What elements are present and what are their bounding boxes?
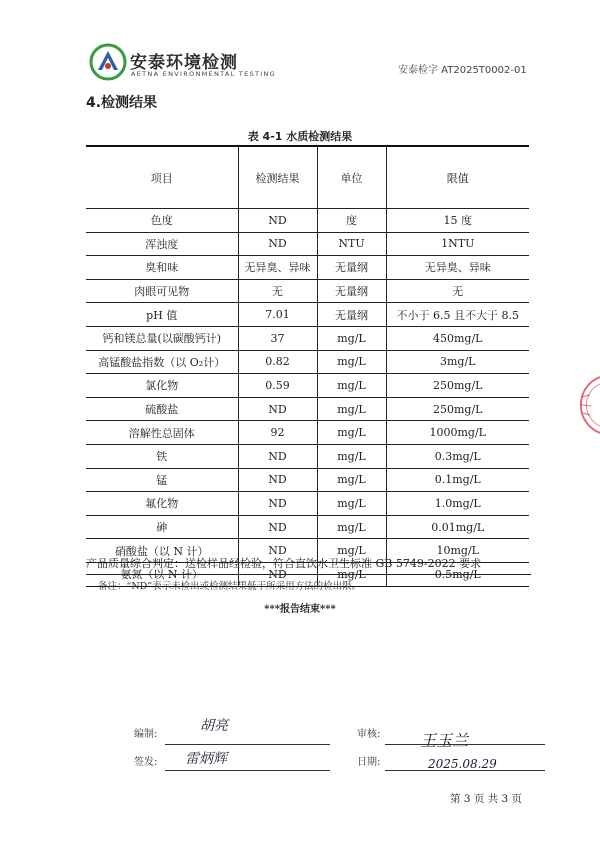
cell-unit: mg/L [317,468,386,492]
cell-item: 锰 [86,468,238,492]
cell-unit: mg/L [317,539,386,563]
conclusion-text: 产品质量综合判定：送检样品经检验，符合直饮水卫生标准 GB 5749-2022 要求 [86,555,531,575]
table-row [86,279,529,303]
cell-item: 氟化物 [86,492,238,516]
date-line [385,770,545,771]
cell-item: 砷 [86,515,238,539]
cell-unit: mg/L [317,444,386,468]
table-caption: 表 4-1 水质检测结果 [247,130,353,143]
official-seal-stamp [560,375,600,435]
date-label: 日期: [357,757,381,768]
cell-item: 氯化物 [86,374,238,398]
cell-result: 7.01 [238,303,317,327]
cell-item: 硝酸盐（以 N 计） [86,539,238,563]
cell-result: ND [238,232,317,256]
cell-limit: 250mg/L [386,397,529,421]
date-signature: 2025.08.29 [428,757,497,771]
cell-unit: mg/L [317,492,386,516]
cell-result: ND [238,397,317,421]
table-row [86,303,529,327]
issued-by-label: 签发: [134,757,158,768]
cell-unit: mg/L [317,397,386,421]
header-limit: 限值 [386,146,529,209]
cell-result: 92 [238,421,317,445]
table-row [86,397,529,421]
table-row [86,421,529,445]
footnote: 备注：“ND”表示未检出或检测结果低于所采用方法的检出限。 [98,581,362,592]
cell-unit: 度 [317,209,386,233]
page-number: 第 3 页 共 3 页 [450,793,523,805]
company-logo [88,42,288,88]
header-result: 检测结果 [238,146,317,209]
cell-item: 臭和味 [86,256,238,280]
table-row [86,256,529,280]
cell-limit: 0.3mg/L [386,444,529,468]
table-row [86,444,529,468]
cell-unit: mg/L [317,350,386,374]
cell-limit: 0.01mg/L [386,515,529,539]
cell-item: pH 值 [86,303,238,327]
cell-result: ND [238,562,317,586]
cell-limit: 1NTU [386,232,529,256]
cell-limit: 1.0mg/L [386,492,529,516]
cell-unit: mg/L [317,374,386,398]
table-header-row [86,146,529,209]
company-name-cn: 安泰环境检测 [130,53,238,73]
cell-result: 37 [238,326,317,350]
cell-item: 钙和镁总量(以碳酸钙计) [86,326,238,350]
cell-item: 硫酸盐 [86,397,238,421]
cell-unit: mg/L [317,326,386,350]
cell-unit: NTU [317,232,386,256]
cell-item: 浑浊度 [86,232,238,256]
cell-item: 氨氮（以 N 计） [86,562,238,586]
cell-result: 无 [238,279,317,303]
table-row [86,374,529,398]
cell-limit: 不小于 6.5 且不大于 8.5 [386,303,529,327]
table-row [86,492,529,516]
cell-limit: 1000mg/L [386,421,529,445]
table-row [86,326,529,350]
cell-item: 溶解性总固体 [86,421,238,445]
cell-item: 肉眼可见物 [86,279,238,303]
cell-limit: 0.1mg/L [386,468,529,492]
logo-emblem-icon [88,42,128,82]
results-table [86,145,529,587]
cell-limit: 15 度 [386,209,529,233]
reviewed-by-label: 审核: [357,729,381,740]
header-unit: 单位 [317,146,386,209]
cell-result: ND [238,209,317,233]
cell-limit: 无 [386,279,529,303]
cell-unit: 无量纲 [317,279,386,303]
cell-result: ND [238,492,317,516]
cell-unit: mg/L [317,421,386,445]
prepared-by-signature: 胡亮 [200,718,228,734]
cell-result: 0.59 [238,374,317,398]
cell-limit: 3mg/L [386,350,529,374]
cell-unit: mg/L [317,562,386,586]
issued-by-signature: 雷炳辉 [185,751,227,767]
table-row [86,209,529,233]
cell-result: ND [238,444,317,468]
issued-by-line [165,770,330,771]
cell-unit: 无量纲 [317,256,386,280]
cell-unit: mg/L [317,515,386,539]
cell-limit: 450mg/L [386,326,529,350]
reviewed-by-line [385,744,545,745]
cell-limit: 250mg/L [386,374,529,398]
prepared-by-label: 编制: [134,729,158,740]
table-row [86,468,529,492]
cell-unit: 无量纲 [317,303,386,327]
cell-limit: 10mg/L [386,539,529,563]
cell-limit: 0.5mg/L [386,562,529,586]
reviewed-by-signature: 王玉兰 [420,731,469,750]
cell-result: ND [238,539,317,563]
cell-result: 0.82 [238,350,317,374]
table-row [86,350,529,374]
cell-item: 高锰酸盐指数（以 O₂计） [86,350,238,374]
cell-result: ND [238,515,317,539]
company-name-en: AETNA ENVIRONMENTAL TESTING [131,70,276,78]
cell-result: ND [238,468,317,492]
cell-limit: 无异臭、异味 [386,256,529,280]
section-title: 4.检测结果 [86,95,158,111]
report-number: 安泰检字 AT2025T0002-01 [398,65,527,76]
prepared-by-line [165,744,330,745]
cell-item: 色度 [86,209,238,233]
table-row [86,232,529,256]
cell-item: 铁 [86,444,238,468]
table-row [86,515,529,539]
header-item: 项目 [86,146,238,209]
cell-result: 无异臭、异味 [238,256,317,280]
report-end-marker: ***报告结束*** [264,604,336,615]
